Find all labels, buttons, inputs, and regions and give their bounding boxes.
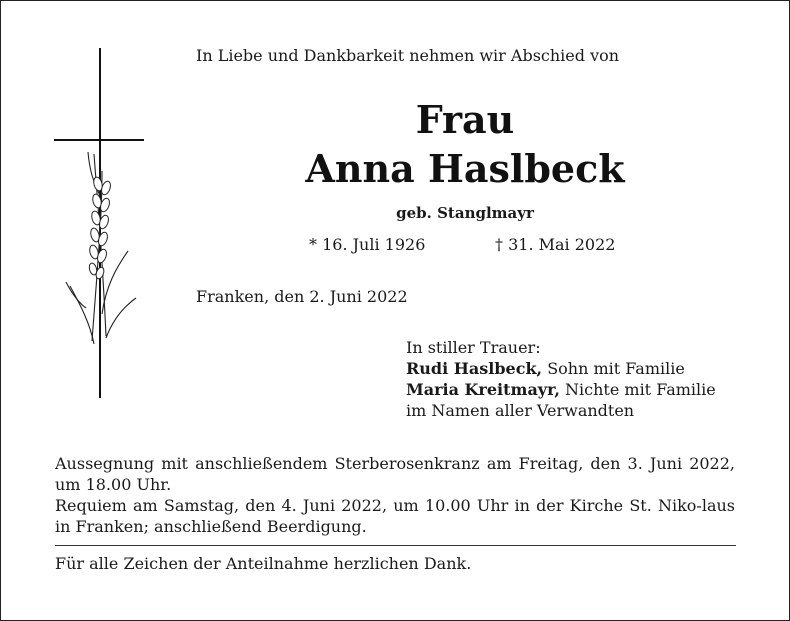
mourner-line — [406, 358, 716, 379]
mourner-name: Rudi Haslbeck, — [406, 359, 543, 378]
death-date: † 31. Mai 2022 — [495, 235, 616, 254]
aussegnung-text: Aussegnung mit anschließendem Sterberosenkranz am Freitag, den 3. Juni 2022, um 18.00 Uhr. — [55, 454, 735, 494]
salutation: Frau — [415, 97, 515, 142]
mourners-closing: im Namen aller Verwandten — [406, 401, 635, 420]
mourner-line — [406, 379, 716, 400]
intro-text: In Liebe und Dankbarkeit nehmen wir Abschied von — [196, 46, 620, 65]
service-details — [55, 453, 735, 537]
place-date: Franken, den 2. Juni 2022 — [196, 287, 408, 306]
mourner-name: Maria Kreitmayr, — [406, 380, 560, 399]
mourner-relation: Nichte mit Familie — [559, 380, 716, 399]
thanks-text: Für alle Zeichen der Anteilnahme herzlichen Dank. — [55, 554, 472, 573]
birth-date: * 16. Juli 1926 — [309, 235, 426, 254]
mourners-block — [406, 337, 716, 421]
mourners-heading: In stiller Trauer: — [406, 338, 541, 357]
requiem-text: Requiem am Samstag, den 4. Juni 2022, um 10.00 Uhr in der Kirche St. Niko-laus in Franken; anschließend Beerdigung. — [55, 496, 735, 536]
birth-name: geb. Stanglmayr — [396, 204, 534, 222]
divider — [55, 545, 736, 546]
mourner-relation: Sohn mit Familie — [542, 359, 685, 378]
deceased-name: Anna Haslbeck — [305, 146, 625, 191]
